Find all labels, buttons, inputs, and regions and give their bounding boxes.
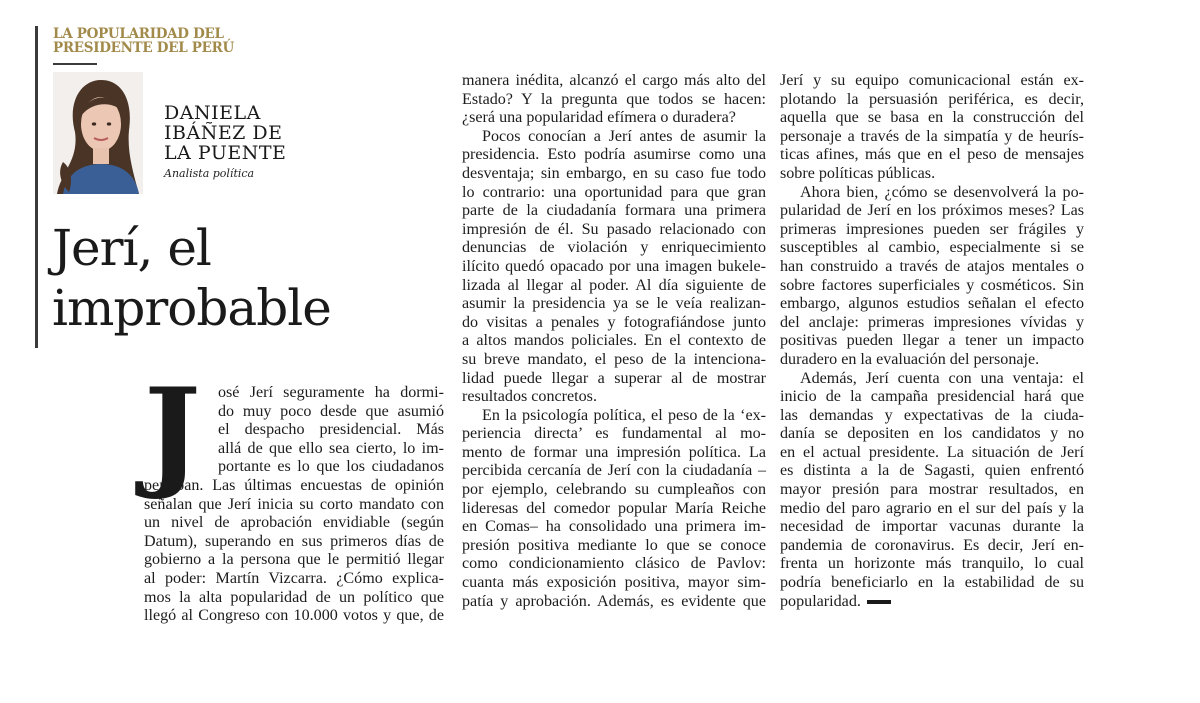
author-name [164,103,414,163]
col3-line: frenta un horizonte más tranquilo, lo cual [780,555,1084,573]
article-column-3 [780,72,1084,611]
end-of-article-mark [867,600,891,604]
col2-line: desventaja; sin embargo, en su caso fue todo [462,164,766,182]
author-role: Analista política [164,167,255,180]
col2-line: percibida cercanía de Jerí con la ciudadanía – [462,462,766,480]
author-name-line-1: DANIELA [164,102,261,124]
col2-line: patía y aprobación. Además, es evidente que [462,592,766,610]
col2-line: resultados concretos. [462,388,597,406]
col3-line: necesidad de importar vacunas durante la [780,518,1084,536]
col3-line: del anclaje: primeras impresiones vívidas y [780,313,1084,331]
col3-line: susceptibles al cambio, especialmente si se [780,239,1084,257]
col2-line: asumir la presidencia ya se le veía realizan- [462,295,766,313]
col2-line: presidencia. Esto podría asumirse como una [462,146,766,164]
col3-line: las demandas y expectativas de la ciuda- [780,406,1084,424]
col2-line: cuanta más exposición positiva, mayor sim- [462,574,766,592]
col3-line: Jerí y su equipo comunicacional están ex- [780,72,1084,89]
col2-line: lidad puede llegar a superar al de mostrar [462,369,766,387]
col1-line: osé Jerí seguramente ha dormi- [218,384,444,401]
col1-line: portante es lo que los ciudadanos [218,458,444,476]
article-column-2 [462,72,766,611]
col3-line: es distinta a la de Sagasti, quien enfrentó [780,462,1084,480]
col1-line: perciban. Las últimas encuestas de opinión [144,476,444,494]
col1-line: llegó al Congreso con 10.000 votos y que, de [144,607,444,625]
col3-line: plotando la persuasión periférica, es decir, [780,90,1084,108]
col3-line: Ahora bien, ¿cómo se desenvolverá la po- [800,183,1084,201]
col2-line: lizada al llegar al poder. Al día siguiente de [462,276,766,294]
col2-line: en Comas– ha consolidado una primera im- [462,518,766,536]
headline-line-1: Jerí, el [52,219,211,277]
col2-line: denuncias de violación y enriquecimiento [462,239,766,257]
col3-line: embargo, algunos estudios señalan el efecto [780,295,1084,313]
col2-line: lideresas del comedor popular María Reiche [462,499,766,517]
col2-line: lo contrario: una oportunidad para que gran [462,183,766,201]
author-portrait-illustration [53,72,143,194]
col3-line: personaje a través de la simpatía y de heurís- [780,127,1084,145]
col3-line: inicio de la campaña presidencial hará que [780,388,1084,406]
col3-line: danía se depositen en los candidatos y no [780,425,1084,443]
dropcap-letter: J [144,362,201,503]
author-name-line-2: IBÁÑEZ DE [164,122,283,144]
col2-line: manera inédita, alcanzó el cargo más alto del [462,72,766,89]
col2-line: periencia directa’ es fundamental al mo- [462,425,766,443]
col2-line: presión positiva mediante lo que se conoce [462,536,766,554]
col3-line: sobre factores superficiales y cosméticos. Sin [780,276,1084,294]
col2-line: En la psicología política, el peso de la ‘ex- [482,406,766,424]
col1-line: do muy poco desde que asumió [218,402,444,420]
author-name-line-3: LA PUENTE [164,142,287,164]
col2-line: como condicionamiento clásico de Pavlov: [462,555,766,573]
kicker-line-1: LA POPULARIDAD DEL [53,26,224,42]
col3-line: Además, Jerí cuenta con una ventaja: el [800,369,1084,387]
col3-line: sobre políticas públicas. [780,164,936,182]
author-photo [53,72,143,194]
col2-line: Estado? Y la pregunta que todos se hacen: [462,90,766,108]
col1-line: Datum), superando en sus primeros días de [144,532,444,550]
col2-line: ilícito quedó opacado por una imagen bukele- [462,257,766,275]
article-column-1 [144,384,444,626]
col1-line: el despacho presidencial. Más [218,421,444,439]
col1-line: mos la alta popularidad de un político que [144,588,444,606]
col2-line: su breve mandato, el peso de la intenciona- [462,350,766,368]
col3-line: positivas pueden llegar a tener un impacto [780,332,1084,350]
col3-line: popularidad. [780,592,861,610]
col1-line: allá de que ello sea cierto, lo im- [218,439,444,457]
article-headline [52,218,412,338]
col3-line: aquella que se basa en la construcción del [780,109,1084,127]
col3-line: han construido a través de atajos mentales o [780,257,1084,275]
col3-last-line [780,593,1084,612]
col3-line: pandemia de coronavirus. Es decir, Jerí en- [780,536,1084,554]
col3-line: ticas afines, más que en el peso de mensajes [780,146,1084,164]
col2-line: ¿será una popularidad efímera o duradera? [462,109,736,127]
col3-line: en el actual presidente. La situación de Jerí [780,443,1084,461]
col2-line: parte de la ciudadanía formara una primera [462,202,766,220]
col1-line: señalan que Jerí inicia su corto mandato con [144,495,444,513]
col1-line: un nivel de aprobación envidiable (según [144,514,444,532]
col2-line: Pocos conocían a Jerí antes de asumir la [482,127,766,145]
col2-line: por ejemplo, celebrando su cumpleaños con [462,481,766,499]
col3-line: medio del paro agrario en el sur del país y la [780,499,1084,517]
col2-line: impresión de él. Su pasado relacionado con [462,220,766,238]
col3-line: mayor presión para mostrar resultados, en [780,481,1084,499]
col3-line: podría beneficiarlo en la estabilidad de su [780,574,1084,592]
headline-line-2: improbable [52,279,331,337]
col2-line: a altos mandos policiales. En el contexto de [462,332,766,350]
kicker-bar [35,26,38,348]
col3-line: primeras impresiones pueden ser frágiles y [780,220,1084,238]
section-kicker [53,27,313,55]
col3-line: duradero en la evaluación del personaje. [780,350,1040,368]
col1-line: gobierno a la persona que le permitió llegar [144,551,444,569]
kicker-line-2: PRESIDENTE DEL PERÚ [53,40,235,56]
col2-line: mento de formar una impresión política. La [462,443,766,461]
kicker-rule [53,63,97,65]
col2-line: do visitas a penales y fotografiándose junto [462,313,766,331]
col3-line: pularidad de Jerí en los próximos meses? Las [780,202,1084,220]
col1-line: al poder: Martín Vizcarra. ¿Cómo explica- [144,569,444,587]
